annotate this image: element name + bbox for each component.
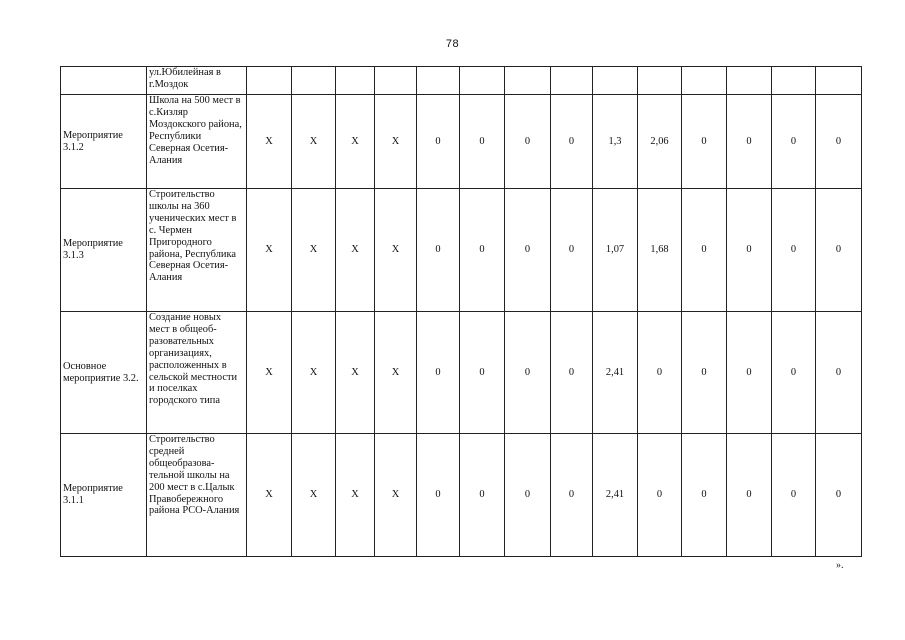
value-cell: Х bbox=[292, 95, 336, 189]
value-cell: 0 bbox=[772, 434, 816, 557]
value-cell: 0 bbox=[460, 189, 505, 312]
value-cell: 0 bbox=[460, 312, 505, 434]
row-description-cell: Строительство средней общеобразова-тельной школы на 200 мест в с.Цалык Правобережного района РСО-Алания bbox=[147, 434, 247, 557]
value-cell: Х bbox=[247, 312, 292, 434]
row-label-cell bbox=[61, 67, 147, 95]
row-label-cell: Мероприятие 3.1.3 bbox=[61, 189, 147, 312]
value-cell bbox=[772, 67, 816, 95]
value-cell: 0 bbox=[727, 95, 772, 189]
value-cell: 0 bbox=[460, 95, 505, 189]
value-cell: 0 bbox=[816, 189, 862, 312]
table-row bbox=[61, 67, 862, 95]
value-cell: Х bbox=[292, 312, 336, 434]
value-cell: Х bbox=[375, 434, 417, 557]
value-cell: Х bbox=[292, 189, 336, 312]
value-cell: 0 bbox=[638, 434, 682, 557]
table-row bbox=[61, 189, 862, 312]
value-cell: 0 bbox=[417, 95, 460, 189]
value-cell bbox=[336, 67, 375, 95]
value-cell: 0 bbox=[505, 189, 551, 312]
value-cell: Х bbox=[247, 189, 292, 312]
value-cell: Х bbox=[375, 95, 417, 189]
value-cell: Х bbox=[247, 95, 292, 189]
value-cell: 0 bbox=[682, 189, 727, 312]
value-cell: 0 bbox=[551, 434, 593, 557]
value-cell: 0 bbox=[772, 312, 816, 434]
value-cell bbox=[460, 67, 505, 95]
row-label-cell: Мероприятие 3.1.1 bbox=[61, 434, 147, 557]
value-cell: 0 bbox=[417, 189, 460, 312]
value-cell: 0 bbox=[682, 95, 727, 189]
value-cell: 0 bbox=[682, 312, 727, 434]
row-description-cell: Создание новых мест в общеоб-разовательных организациях, расположенных в сельской местности и поселках городского типа bbox=[147, 312, 247, 434]
value-cell: 1,07 bbox=[593, 189, 638, 312]
value-cell: Х bbox=[375, 189, 417, 312]
value-cell: Х bbox=[336, 95, 375, 189]
value-cell: Х bbox=[292, 434, 336, 557]
value-cell: Х bbox=[247, 434, 292, 557]
value-cell: 0 bbox=[727, 434, 772, 557]
value-cell: 0 bbox=[505, 312, 551, 434]
row-label-cell: Основное мероприятие 3.2. bbox=[61, 312, 147, 434]
value-cell: 0 bbox=[638, 312, 682, 434]
value-cell: 0 bbox=[727, 189, 772, 312]
value-cell: 0 bbox=[682, 434, 727, 557]
value-cell: 0 bbox=[816, 312, 862, 434]
value-cell: 0 bbox=[727, 312, 772, 434]
value-cell: 1,3 bbox=[593, 95, 638, 189]
value-cell: 0 bbox=[772, 189, 816, 312]
value-cell: 0 bbox=[505, 434, 551, 557]
value-cell: Х bbox=[375, 312, 417, 434]
value-cell: 1,68 bbox=[638, 189, 682, 312]
value-cell: 0 bbox=[816, 434, 862, 557]
value-cell: 0 bbox=[460, 434, 505, 557]
value-cell: 0 bbox=[551, 95, 593, 189]
value-cell: 0 bbox=[505, 95, 551, 189]
row-description-cell: ул.Юбилейная в г.Моздок bbox=[147, 67, 247, 95]
value-cell: 2,06 bbox=[638, 95, 682, 189]
page-number: 78 bbox=[445, 38, 460, 50]
row-description-cell: Строительство школы на 360 ученических мест в с. Чермен Пригородного района, Республика Северная Осетия-Алания bbox=[147, 189, 247, 312]
value-cell bbox=[292, 67, 336, 95]
table-row bbox=[61, 434, 862, 557]
value-cell bbox=[417, 67, 460, 95]
value-cell: 0 bbox=[772, 95, 816, 189]
value-cell: 0 bbox=[417, 434, 460, 557]
value-cell: Х bbox=[336, 434, 375, 557]
value-cell: 0 bbox=[551, 312, 593, 434]
value-cell: 2,41 bbox=[593, 312, 638, 434]
value-cell bbox=[247, 67, 292, 95]
value-cell bbox=[727, 67, 772, 95]
data-table bbox=[60, 66, 862, 557]
value-cell: 0 bbox=[551, 189, 593, 312]
value-cell: 0 bbox=[417, 312, 460, 434]
value-cell bbox=[593, 67, 638, 95]
closing-quote-mark: ». bbox=[836, 560, 844, 571]
value-cell: 0 bbox=[816, 95, 862, 189]
row-description-cell: Школа на 500 мест в с.Кизляр Моздокского района, Республики Северная Осетия-Алания bbox=[147, 95, 247, 189]
value-cell bbox=[551, 67, 593, 95]
value-cell bbox=[375, 67, 417, 95]
value-cell: Х bbox=[336, 312, 375, 434]
value-cell bbox=[816, 67, 862, 95]
value-cell: 2,41 bbox=[593, 434, 638, 557]
table-row bbox=[61, 95, 862, 189]
value-cell bbox=[505, 67, 551, 95]
row-label-cell: Мероприятие 3.1.2 bbox=[61, 95, 147, 189]
value-cell: Х bbox=[336, 189, 375, 312]
table-row bbox=[61, 312, 862, 434]
value-cell bbox=[638, 67, 682, 95]
value-cell bbox=[682, 67, 727, 95]
